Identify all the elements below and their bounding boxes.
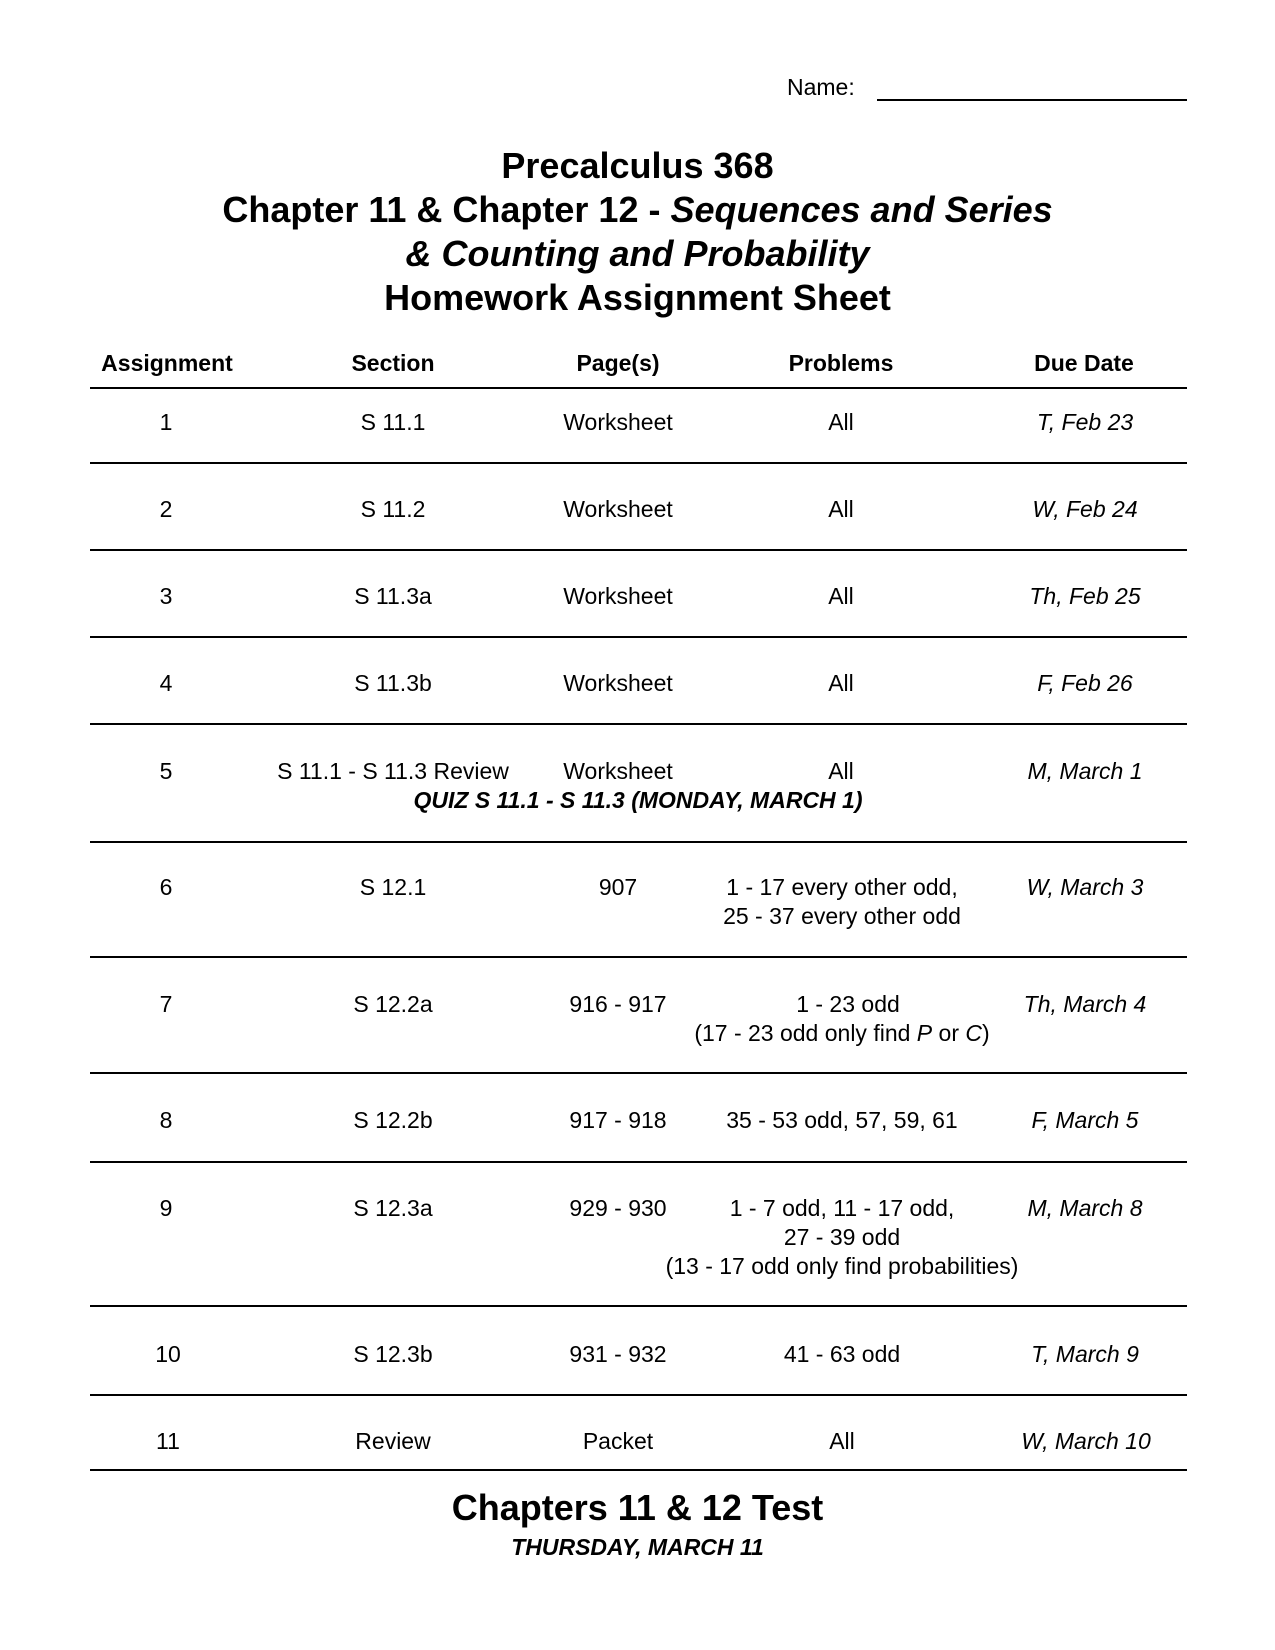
header-assignment: Assignment [101, 350, 233, 376]
pages-cell: Packet [582, 1428, 654, 1454]
row7-note [694, 1019, 989, 1048]
problems-cell: All [829, 1428, 855, 1454]
due-date-cell: F, March 5 [1031, 1107, 1139, 1133]
table-rule [90, 549, 1187, 551]
due-date-cell: W, Feb 24 [1032, 496, 1138, 522]
problems-cell: All [828, 496, 854, 522]
due-date-cell: M, March 1 [1027, 758, 1143, 784]
pages-cell: Worksheet [563, 583, 673, 609]
header-section: Section [351, 350, 435, 376]
pages-cell: Worksheet [563, 670, 673, 696]
assignment-number: 10 [155, 1341, 181, 1367]
assignment-number: 4 [159, 670, 173, 696]
assignment-number: 8 [159, 1107, 173, 1133]
row7-note-c: C [965, 1020, 983, 1046]
header-due-date: Due Date [1034, 350, 1134, 376]
problems-cell: All [828, 583, 854, 609]
pages-cell: Worksheet [563, 409, 673, 435]
pages-cell: 931 - 932 [569, 1341, 667, 1367]
row7-note-p: P [916, 1020, 933, 1046]
assignment-number: 3 [159, 583, 173, 609]
sheet-title: Homework Assignment Sheet [384, 277, 891, 318]
header-problems: Problems [788, 350, 894, 376]
name-blank-line [877, 99, 1187, 101]
due-date-cell: F, Feb 26 [1037, 670, 1133, 696]
problems-cell-line2: 25 - 37 every other odd [723, 903, 961, 929]
due-date-cell: W, March 3 [1026, 874, 1144, 900]
table-rule [90, 1394, 1187, 1396]
assignment-number: 1 [159, 409, 173, 435]
table-rule [90, 636, 1187, 638]
table-rule [90, 387, 1187, 389]
course-title: Precalculus 368 [501, 145, 774, 186]
section-cell: S 11.1 [360, 409, 426, 435]
problems-cell: 1 - 17 every other odd, [726, 874, 958, 900]
assignment-number: 7 [159, 991, 173, 1017]
due-date-cell: Th, March 4 [1023, 991, 1147, 1017]
section-cell: S 12.2b [353, 1107, 433, 1133]
chapter-title-plain: Chapter 11 & Chapter 12 - [222, 189, 671, 230]
problems-cell: All [828, 409, 854, 435]
pages-cell: 916 - 917 [569, 991, 667, 1017]
row7-note-or: or [932, 1020, 966, 1046]
section-cell: S 11.1 - S 11.3 Review [277, 758, 509, 784]
due-date-cell: T, March 9 [1031, 1341, 1139, 1367]
section-cell: Review [355, 1428, 431, 1454]
table-rule [90, 462, 1187, 464]
chapter-title-italic: Sequences and Series [670, 189, 1053, 230]
problems-cell: All [828, 758, 854, 784]
row9-note: (13 - 17 odd only find probabilities) [665, 1253, 1019, 1279]
section-cell: S 11.3b [354, 670, 432, 696]
table-rule [90, 723, 1187, 725]
pages-cell: Worksheet [563, 496, 673, 522]
problems-cell-line2: 27 - 39 odd [783, 1224, 901, 1250]
row7-note-prefix: (17 - 23 odd only find [694, 1020, 917, 1046]
due-date-cell: Th, Feb 25 [1029, 583, 1141, 609]
problems-cell: 1 - 7 odd, 11 - 17 odd, [729, 1195, 955, 1221]
test-date: THURSDAY, MARCH 11 [511, 1534, 764, 1560]
header-pages: Page(s) [576, 350, 660, 376]
problems-cell: 35 - 53 odd, 57, 59, 61 [726, 1107, 958, 1133]
pages-cell: 907 [598, 874, 638, 900]
problems-cell: All [828, 670, 854, 696]
due-date-cell: W, March 10 [1021, 1428, 1151, 1454]
problems-cell: 41 - 63 odd [783, 1341, 901, 1367]
table-rule [90, 841, 1187, 843]
quiz-note: QUIZ S 11.1 - S 11.3 (MONDAY, MARCH 1) [413, 787, 863, 813]
section-cell: S 11.3a [354, 583, 432, 609]
chapter-subtitle: & Counting and Probability [405, 233, 870, 274]
problems-cell: 1 - 23 odd [796, 991, 900, 1017]
section-cell: S 12.3b [353, 1341, 433, 1367]
row7-note-suffix: ) [982, 1020, 990, 1046]
assignment-number: 11 [156, 1428, 180, 1454]
section-cell: S 12.2a [353, 991, 433, 1017]
table-rule [90, 1469, 1187, 1471]
assignment-number: 9 [159, 1195, 173, 1221]
assignment-number: 2 [159, 496, 173, 522]
name-label: Name: [787, 74, 855, 100]
pages-cell: 929 - 930 [569, 1195, 667, 1221]
pages-cell: Worksheet [563, 758, 673, 784]
table-rule [90, 956, 1187, 958]
table-rule [90, 1305, 1187, 1307]
assignment-number: 6 [159, 874, 173, 900]
table-rule [90, 1161, 1187, 1163]
due-date-cell: M, March 8 [1027, 1195, 1143, 1221]
section-cell: S 12.3a [353, 1195, 433, 1221]
section-cell: S 11.2 [360, 496, 426, 522]
assignment-number: 5 [159, 758, 173, 784]
section-cell: S 12.1 [359, 874, 427, 900]
chapter-title [0, 188, 1275, 232]
test-title: Chapters 11 & 12 Test [451, 1487, 824, 1528]
pages-cell: 917 - 918 [569, 1107, 667, 1133]
due-date-cell: T, Feb 23 [1036, 409, 1134, 435]
table-rule [90, 1072, 1187, 1074]
